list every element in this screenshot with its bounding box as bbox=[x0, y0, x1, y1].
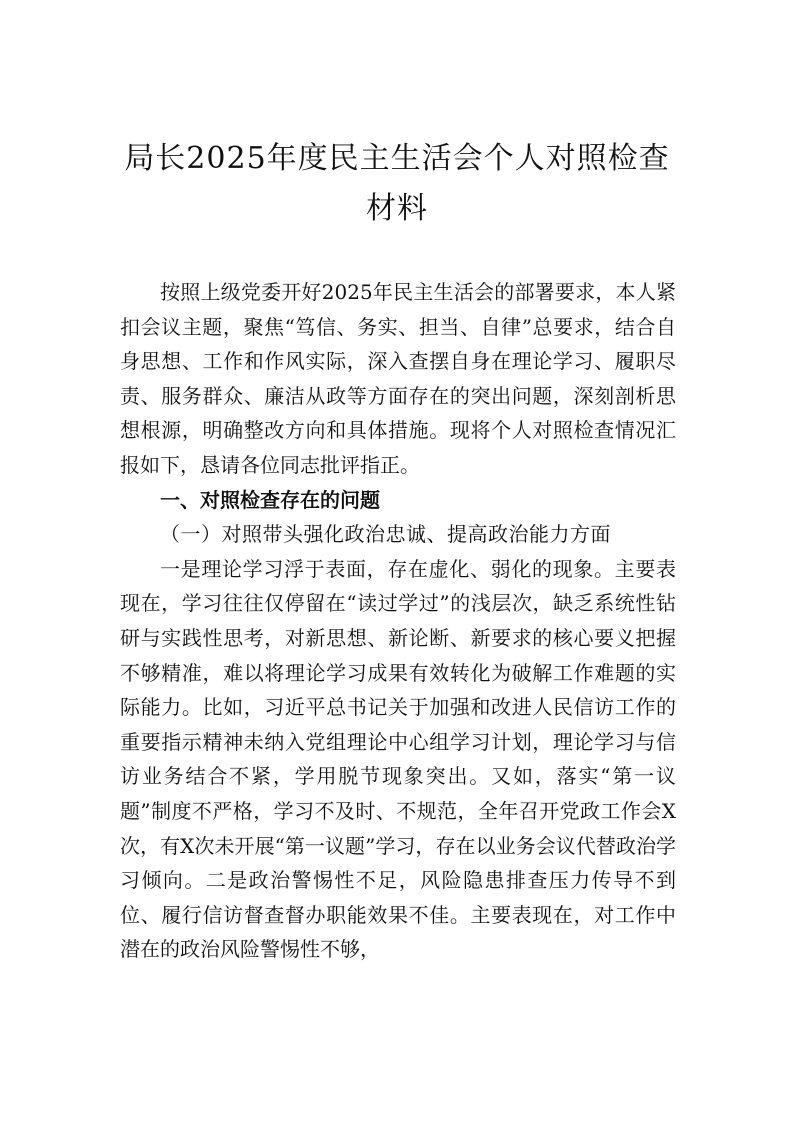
subsection-heading: （一）对照带头强化政治忠诚、提高政治能力方面 bbox=[160, 522, 611, 547]
body-paragraph: 一是理论学习浮于表面，存在虚化、弱化的现象。主要表现在，学习往往仅停留在“读过学过”的浅层次，缺乏系统性钻研与实践性思考，对新思想、新论断、新要求的核心要义把握不够精准，难以将理论学习成果有效转化为破解工作难题的实际能力。比如，习近平总书记关于加强和改进人民信访工作的重要指示精神未纳入党组理论中心组学习计划，理论学习与信访业务结合不紧，学用脱节现象突出。又如，落实“第一议题”制度不严格，学习不及时、不规范，全年召开党政工作会X次，有X次未开展“第一议题”学习，存在以业务会议代替政治学习倾向。二是政治警惕性不足，风险隐患排查压力传导不到位、履行信访督查督办职能效果不佳。主要表现在，对工作中潜在的政治风险警惕性不够， bbox=[120, 556, 676, 962]
section-heading: 一、对照检查存在的问题 bbox=[160, 487, 380, 512]
document-title: 局长2025年度民主生活会个人对照检查材料 bbox=[124, 141, 670, 226]
intro-paragraph: 按照上级党委开好2025年民主生活会的部署要求，本人紧扣会议主题，聚焦“笃信、务实、担当、自律”总要求，结合自身思想、工作和作风实际，深入查摆自身在理论学习、履职尽责、服务群众、廉洁从政等方面存在的突出问题，深刻剖析思想根源，明确整改方向和具体措施。现将个人对照检查情况汇报如下，恳请各位同志批评指正。 bbox=[120, 280, 676, 477]
document-body bbox=[120, 275, 676, 967]
